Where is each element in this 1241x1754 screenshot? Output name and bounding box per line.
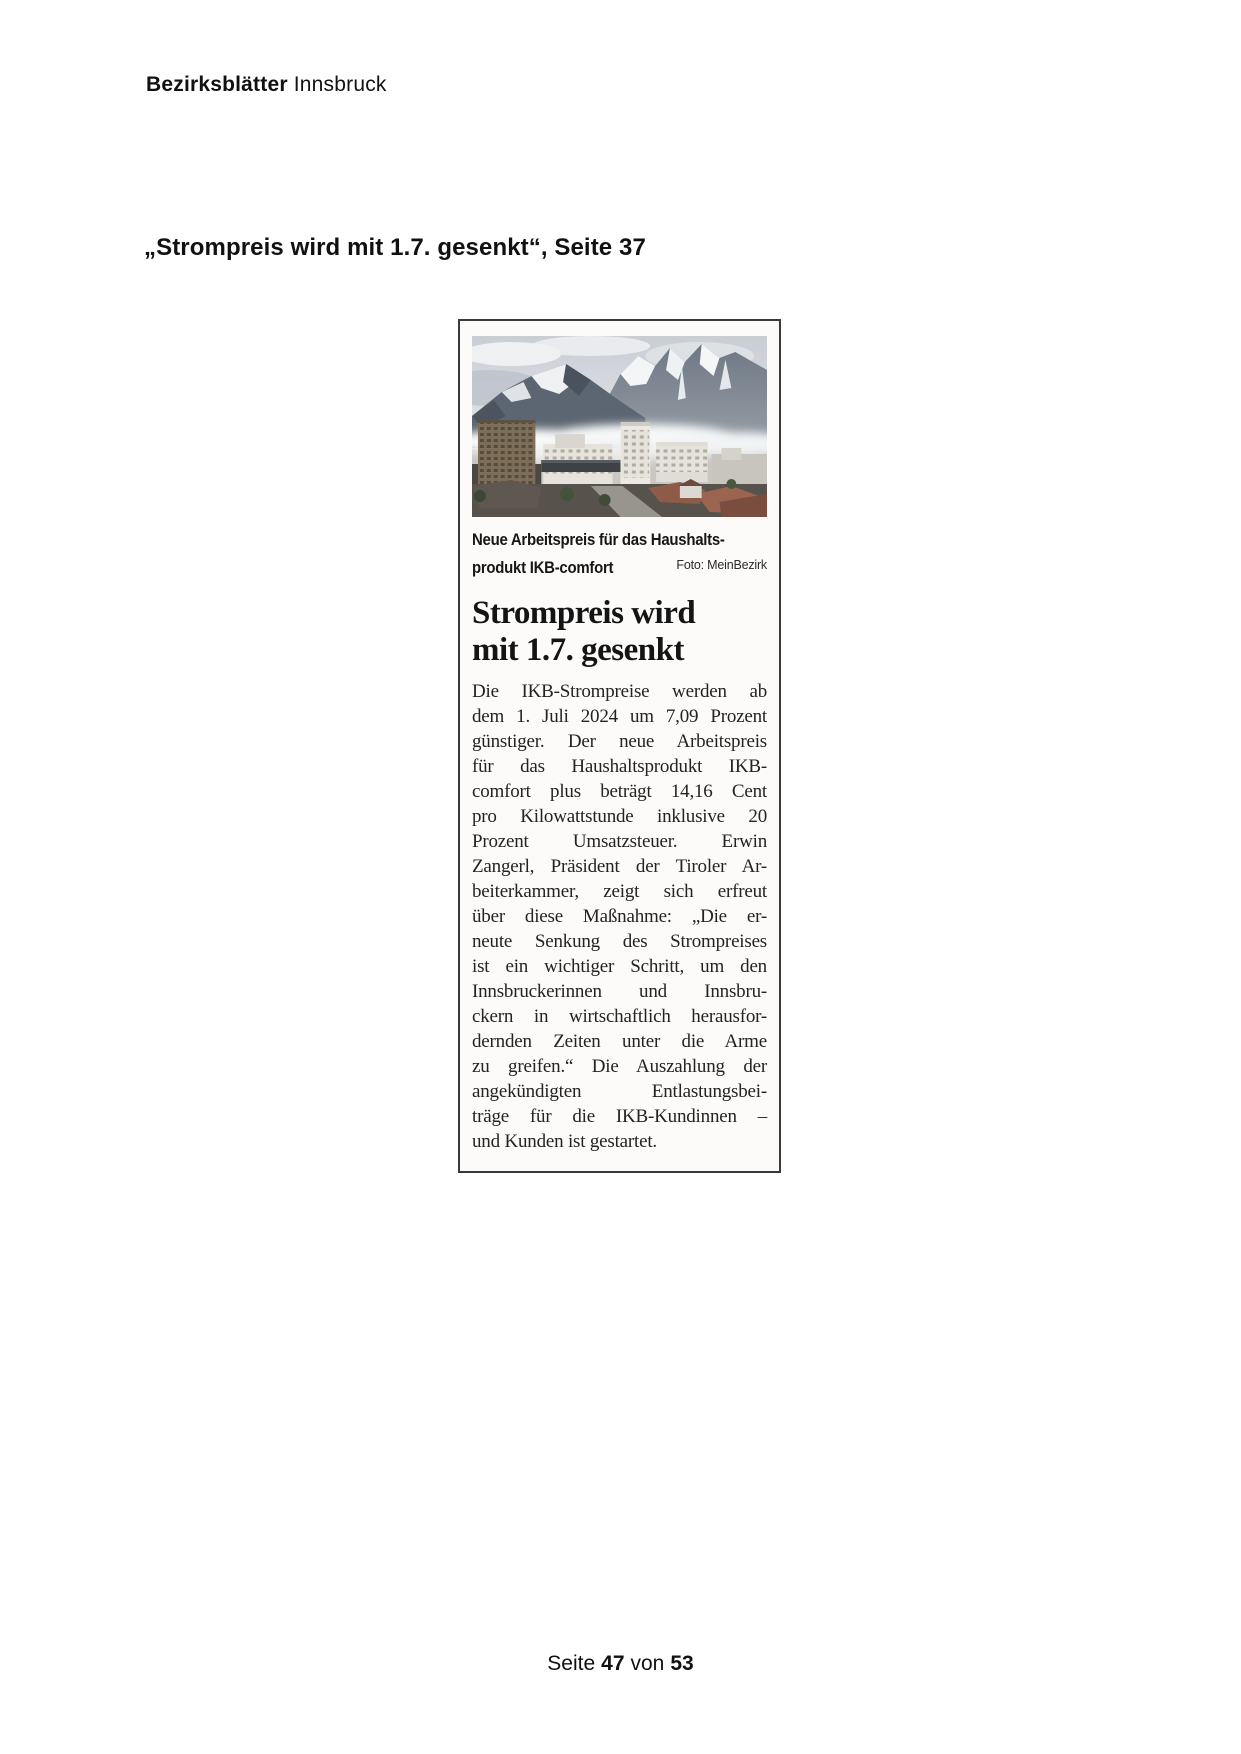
body-text-line: comfort plus beträgt 14,16 Cent bbox=[472, 781, 767, 802]
body-text-line: Die IKB-Strompreise werden ab bbox=[472, 681, 767, 702]
body-text-line: günstiger. Der neue Arbeitspreis bbox=[472, 731, 767, 752]
publication-brand: Bezirksblätter bbox=[146, 73, 288, 96]
page-footer-pagination bbox=[0, 1652, 1241, 1676]
body-text-line: träge für die IKB-Kundinnen – bbox=[472, 1106, 767, 1127]
footer-label-of: von bbox=[630, 1652, 665, 1675]
body-text-line: neute Senkung des Strompreises bbox=[472, 931, 767, 952]
body-text-line: dem 1. Juli 2024 um 7,09 Prozent bbox=[472, 706, 767, 727]
body-text-line: dernden Zeiten unter die Arme bbox=[472, 1031, 767, 1052]
body-text-line: und Kunden ist gestartet. bbox=[472, 1131, 657, 1152]
body-text-line: ist ein wichtiger Schritt, um den bbox=[472, 956, 767, 977]
article-headline bbox=[472, 595, 767, 669]
body-text-line: pro Kilowattstunde inklusive 20 bbox=[472, 806, 767, 827]
body-text-line: über diese Maßnahme: „Die er- bbox=[472, 906, 767, 927]
article-body bbox=[472, 679, 767, 1154]
body-text-line: beiterkammer, zeigt sich erfreut bbox=[472, 881, 767, 902]
page-header bbox=[146, 72, 387, 98]
photo-caption bbox=[472, 526, 767, 582]
footer-label-page: Seite bbox=[547, 1652, 596, 1675]
photo-caption-line-2: produkt IKB-comfort Foto: MeinBezirk bbox=[472, 554, 767, 582]
body-text-line: zu greifen.“ Die Auszahlung der bbox=[472, 1056, 767, 1077]
newspaper-clipping bbox=[458, 319, 781, 1173]
body-text-line: Innsbruckerinnen und Innsbru- bbox=[472, 981, 767, 1002]
publication-region: Innsbruck bbox=[293, 73, 387, 96]
body-text-line: für das Haushaltsprodukt IKB- bbox=[472, 756, 767, 777]
article-headline-line-1: Strompreis wird bbox=[472, 595, 696, 631]
footer-total-pages: 53 bbox=[670, 1652, 694, 1675]
article-headline-line-2: mit 1.7. gesenkt bbox=[472, 632, 684, 668]
photo-credit: Foto: MeinBezirk bbox=[676, 558, 767, 572]
clipping-photo-innsbruck-cityscape bbox=[472, 336, 767, 517]
body-text-line: ckern in wirtschaftlich herausfor- bbox=[472, 1006, 767, 1027]
body-text-line: Zangerl, Präsident der Tiroler Ar- bbox=[472, 856, 767, 877]
body-text-line: Prozent Umsatzsteuer. Erwin bbox=[472, 831, 767, 852]
article-reference-title: „Strompreis wird mit 1.7. gesenkt“, Seite 37 bbox=[144, 234, 646, 261]
footer-current-page: 47 bbox=[601, 1652, 625, 1675]
body-text-line: angekündigten Entlastungsbei- bbox=[472, 1081, 767, 1102]
photo-caption-line-1: Neue Arbeitspreis für das Haushalts- bbox=[472, 530, 725, 549]
